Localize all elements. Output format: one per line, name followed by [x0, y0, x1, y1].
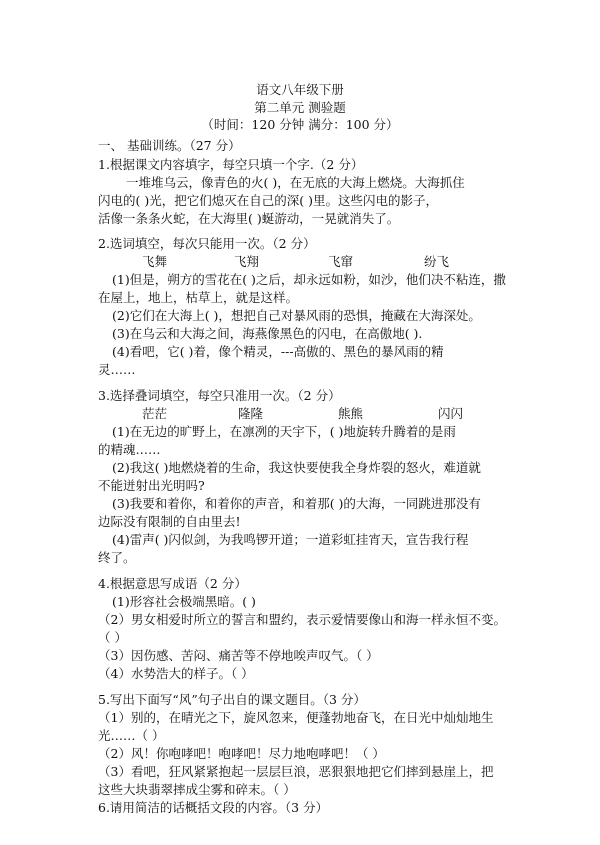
q3-line: (3)我要和着你，和着你的声音，和着那( )的大海，一同跳进那没有 — [112, 496, 481, 511]
q3-line: (4)雷声( )闪似剑，为我鸣锣开道；一道彩虹挂宵天，宣告我行程 — [112, 532, 469, 547]
section-heading: 一、 基础训练。（27 分） — [98, 138, 241, 153]
q5-line: 光……（ ） — [98, 728, 165, 743]
word-option: 熊熊 — [337, 406, 363, 421]
q3-prompt: 3.选择叠词填空，每空只准用一次。（2 分） — [98, 388, 341, 403]
q5-line: （2）风！你咆哮吧！咆哮吧！尽力地咆哮吧！（ ） — [98, 746, 385, 761]
q3-line: 边际没有限制的自由里去! — [98, 514, 241, 529]
q3-line: 终了。 — [98, 550, 136, 565]
q4-prompt: 4.根据意思写成语（2 分） — [98, 576, 247, 591]
q1-line: 闪电的( )光，把它们熄灭在自己的深( )里。这些闪电的影子， — [98, 193, 438, 208]
q1-line: 一堆堆乌云，像青色的火( )，在无底的大海上燃烧。大海抓住 — [126, 175, 465, 190]
word-option: 纷飞 — [423, 254, 449, 269]
q5-line: （3）看吧，狂风紧紧抱起一层层巨浪，恶狠狠地把它们摔到悬崖上，把 — [98, 764, 494, 779]
q3-line: 不能迸射出光明吗? — [98, 478, 205, 493]
q1-prompt: 1.根据课文内容填字，每空只填一个字.（2 分） — [98, 157, 364, 172]
q2-line: (3)在乌云和大海之间，海燕像黑色的闪电，在高傲地( ). — [112, 326, 423, 341]
q2-line: (2)它们在大海上( )，想把自己对暴风雨的恐惧，掩藏在大海深处。 — [112, 308, 481, 323]
doc-title: 语文八年级下册 — [256, 82, 344, 97]
q2-line: 灵…… — [98, 362, 136, 377]
word-option: 飞窜 — [327, 254, 353, 269]
q4-line: (1)形容社会极端黑暗。( ) — [112, 594, 256, 609]
q3-line: (2)我这( )地燃烧着的生命，我这快要使我全身炸裂的怒火，难道就 — [112, 460, 481, 475]
q4-line: （ ） — [98, 630, 127, 645]
q4-line: （4）水势浩大的样子。（ ） — [98, 666, 254, 681]
q2-line: (4)看吧，它( )着，像个精灵，---高傲的、黑色的暴风雨的精 — [112, 344, 444, 359]
q2-line: (1)但是，朔方的雪花在( )之后，却永远如粉，如沙，他们决不粘连，撒 — [112, 272, 506, 287]
q4-line: （2）男女相爱时所立的誓言和盟约，表示爱情要像山和海一样永恒不变。 — [98, 612, 506, 627]
q6-prompt: 6.请用简洁的话概括文段的内容。（3 分） — [98, 800, 329, 815]
q5-prompt: 5.写出下面写“风”句子出自的课文题目。（3 分） — [98, 692, 366, 707]
q3-line: 的精魂…… — [98, 442, 161, 457]
word-option: 茫茫 — [142, 406, 168, 421]
q4-line: （3）因伤感、苦闷、痛苦等不停地唉声叹气。（ ） — [98, 648, 379, 663]
q2-line: 在屋上，地上，枯草上，就是这样。 — [98, 290, 299, 305]
doc-meta: （时间：120 分钟 满分：100 分） — [201, 117, 399, 132]
q5-line: （1）别的，在晴光之下，旋风忽来，便蓬勃地奋飞，在日光中灿灿地生 — [98, 710, 494, 725]
doc-subtitle: 第二单元 测验题 — [254, 100, 346, 115]
q2-word-options — [142, 254, 449, 270]
q3-line: (1)在无边的旷野上，在凛冽的天宇下，( )地旋转升腾着的是雨 — [112, 424, 456, 439]
word-option: 闪闪 — [437, 406, 463, 421]
word-option: 飞翔 — [233, 254, 259, 269]
word-option: 飞舞 — [142, 254, 168, 269]
q2-prompt: 2.选词填空，每次只能用一次。（2 分） — [98, 236, 316, 251]
q3-word-options — [142, 406, 463, 422]
word-option: 隆隆 — [237, 406, 263, 421]
q5-line: 这些大块翡翠摔成尘雾和碎末。（ ） — [98, 782, 296, 797]
q1-line: 活像一条条火蛇，在大海里( )蜒游动，一晃就消失了。 — [98, 211, 400, 226]
